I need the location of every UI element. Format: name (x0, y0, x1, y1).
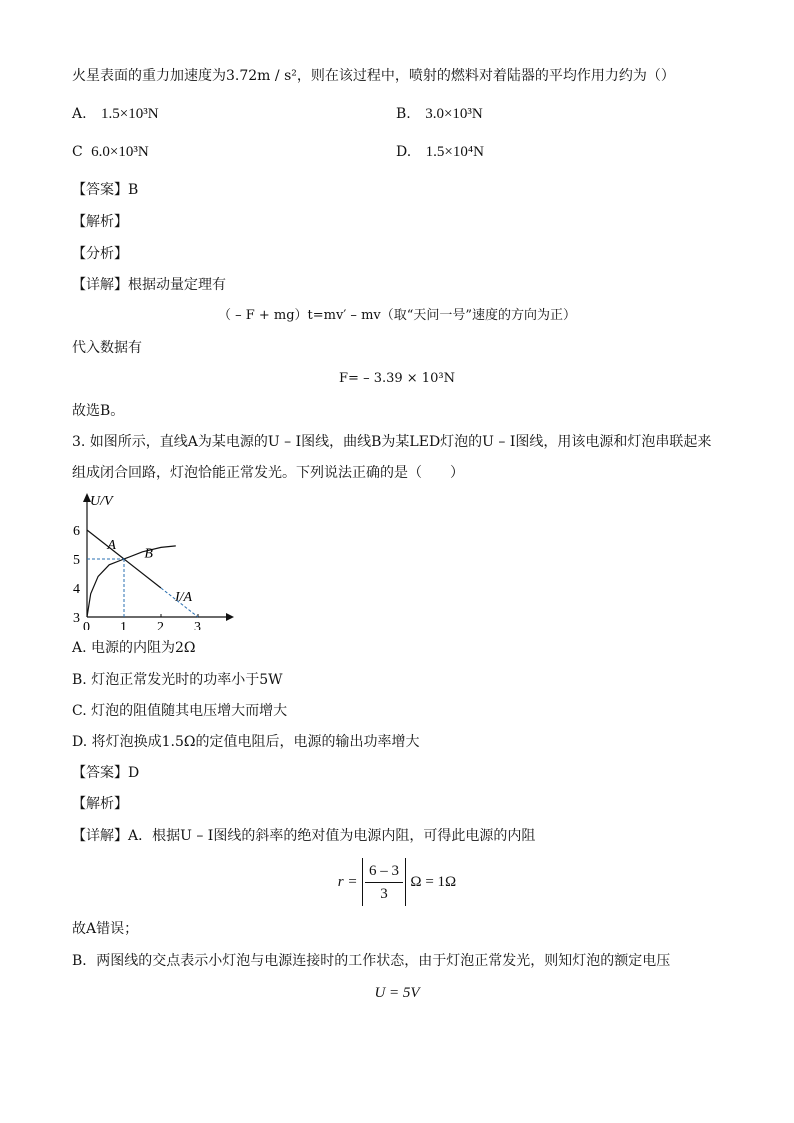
q3-detail-b: B．两图线的交点表示小灯泡与电源连接时的工作状态，由于灯泡正常发光，则知灯泡的额定电压 (72, 953, 671, 969)
y-tick-label: 4 (73, 582, 80, 597)
eq-lhs: r = (337, 874, 358, 890)
curve-b (87, 546, 176, 617)
option-key: A. (72, 106, 87, 122)
u-i-chart (66, 490, 236, 630)
q2-equation-result: F= – 3.39 × 10³N (339, 371, 455, 386)
option-text: 6.0×10³N (91, 144, 149, 160)
q2-analysis-heading: 【解析】 (72, 214, 128, 230)
option-text: 3.0×10³N (425, 106, 483, 122)
option-key: D. (396, 144, 412, 160)
q2-option-c (72, 142, 149, 162)
q2-option-d (396, 142, 484, 162)
q2-detail: 【详解】根据动量定理有 (72, 277, 226, 293)
x-axis-label: I/A (175, 590, 193, 605)
eq-u: U = 5V (374, 985, 420, 1001)
option-text: 1.5×10⁴N (425, 144, 484, 160)
abs-value (362, 858, 406, 906)
q3-answer: 【答案】D (72, 765, 140, 781)
eq-rhs: Ω = 1Ω (410, 874, 457, 890)
x-axis-arrow (226, 613, 234, 621)
q2-answer: 【答案】B (72, 182, 139, 198)
numerator: 6 – 3 (365, 860, 403, 883)
q3-option-a: A. 电源的内阻为2Ω (72, 640, 196, 656)
q3-analysis-heading: 【解析】 (72, 796, 128, 812)
series-label-a: A (107, 538, 116, 554)
line-a-middle (124, 559, 161, 588)
y-axis-label: U/V (90, 494, 113, 509)
q3-option-d: D. 将灯泡换成1.5Ω的定值电阻后，电源的输出功率增大 (72, 734, 420, 750)
q2-equation-momentum: （ – F + mg）t=mv′ – mv（取“天问一号”速度的方向为正） (217, 308, 577, 323)
y-tick-label: 5 (73, 553, 80, 568)
q3-stem-line1: 3. 如图所示，直线A为某电源的U – I图线，曲线B为某LED灯泡的U – I图线，用该电源和灯泡串联起来 (72, 434, 712, 450)
q2-conclusion: 故选B。 (72, 403, 125, 419)
q3-option-c: C. 灯泡的阻值随其电压增大而增大 (72, 703, 288, 719)
q2-fenxi-heading: 【分析】 (72, 246, 128, 262)
fraction (365, 860, 403, 905)
series-label-b: B (144, 546, 153, 562)
q3-equation-r (0, 858, 794, 906)
y-tick-label: 6 (73, 524, 80, 539)
x-tick-label: 1 (120, 620, 127, 630)
q2-substitute: 代入数据有 (72, 340, 142, 356)
q3-option-b: B. 灯泡正常发光时的功率小于5W (72, 672, 283, 688)
option-text: 1.5×10³N (101, 106, 159, 122)
q3-equation-u (0, 983, 794, 1003)
line-a-upper (87, 530, 124, 559)
option-key: B. (396, 106, 411, 122)
denominator: 3 (380, 886, 388, 903)
x-tick-label: 0 (83, 620, 90, 630)
option-key: C (72, 144, 83, 160)
x-tick-label: 2 (157, 620, 164, 630)
q3-detail-a: 【详解】A．根据U – I图线的斜率的绝对值为电源内阻，可得此电源的内阻 (72, 828, 536, 844)
x-tick-label: 3 (194, 620, 201, 630)
q2-stem: 火星表面的重力加速度为3.72m / s²，则在该过程中，喷射的燃料对着陆器的平均作用力约为（） (72, 68, 675, 84)
q3-stem-line2: 组成闭合回路，灯泡恰能正常发光。下列说法正确的是（ ） (72, 465, 464, 481)
q3-a-wrong: 故A错误； (72, 921, 139, 937)
y-tick-label: 3 (73, 611, 80, 626)
q2-option-b (396, 104, 483, 124)
q2-option-a (72, 104, 159, 124)
